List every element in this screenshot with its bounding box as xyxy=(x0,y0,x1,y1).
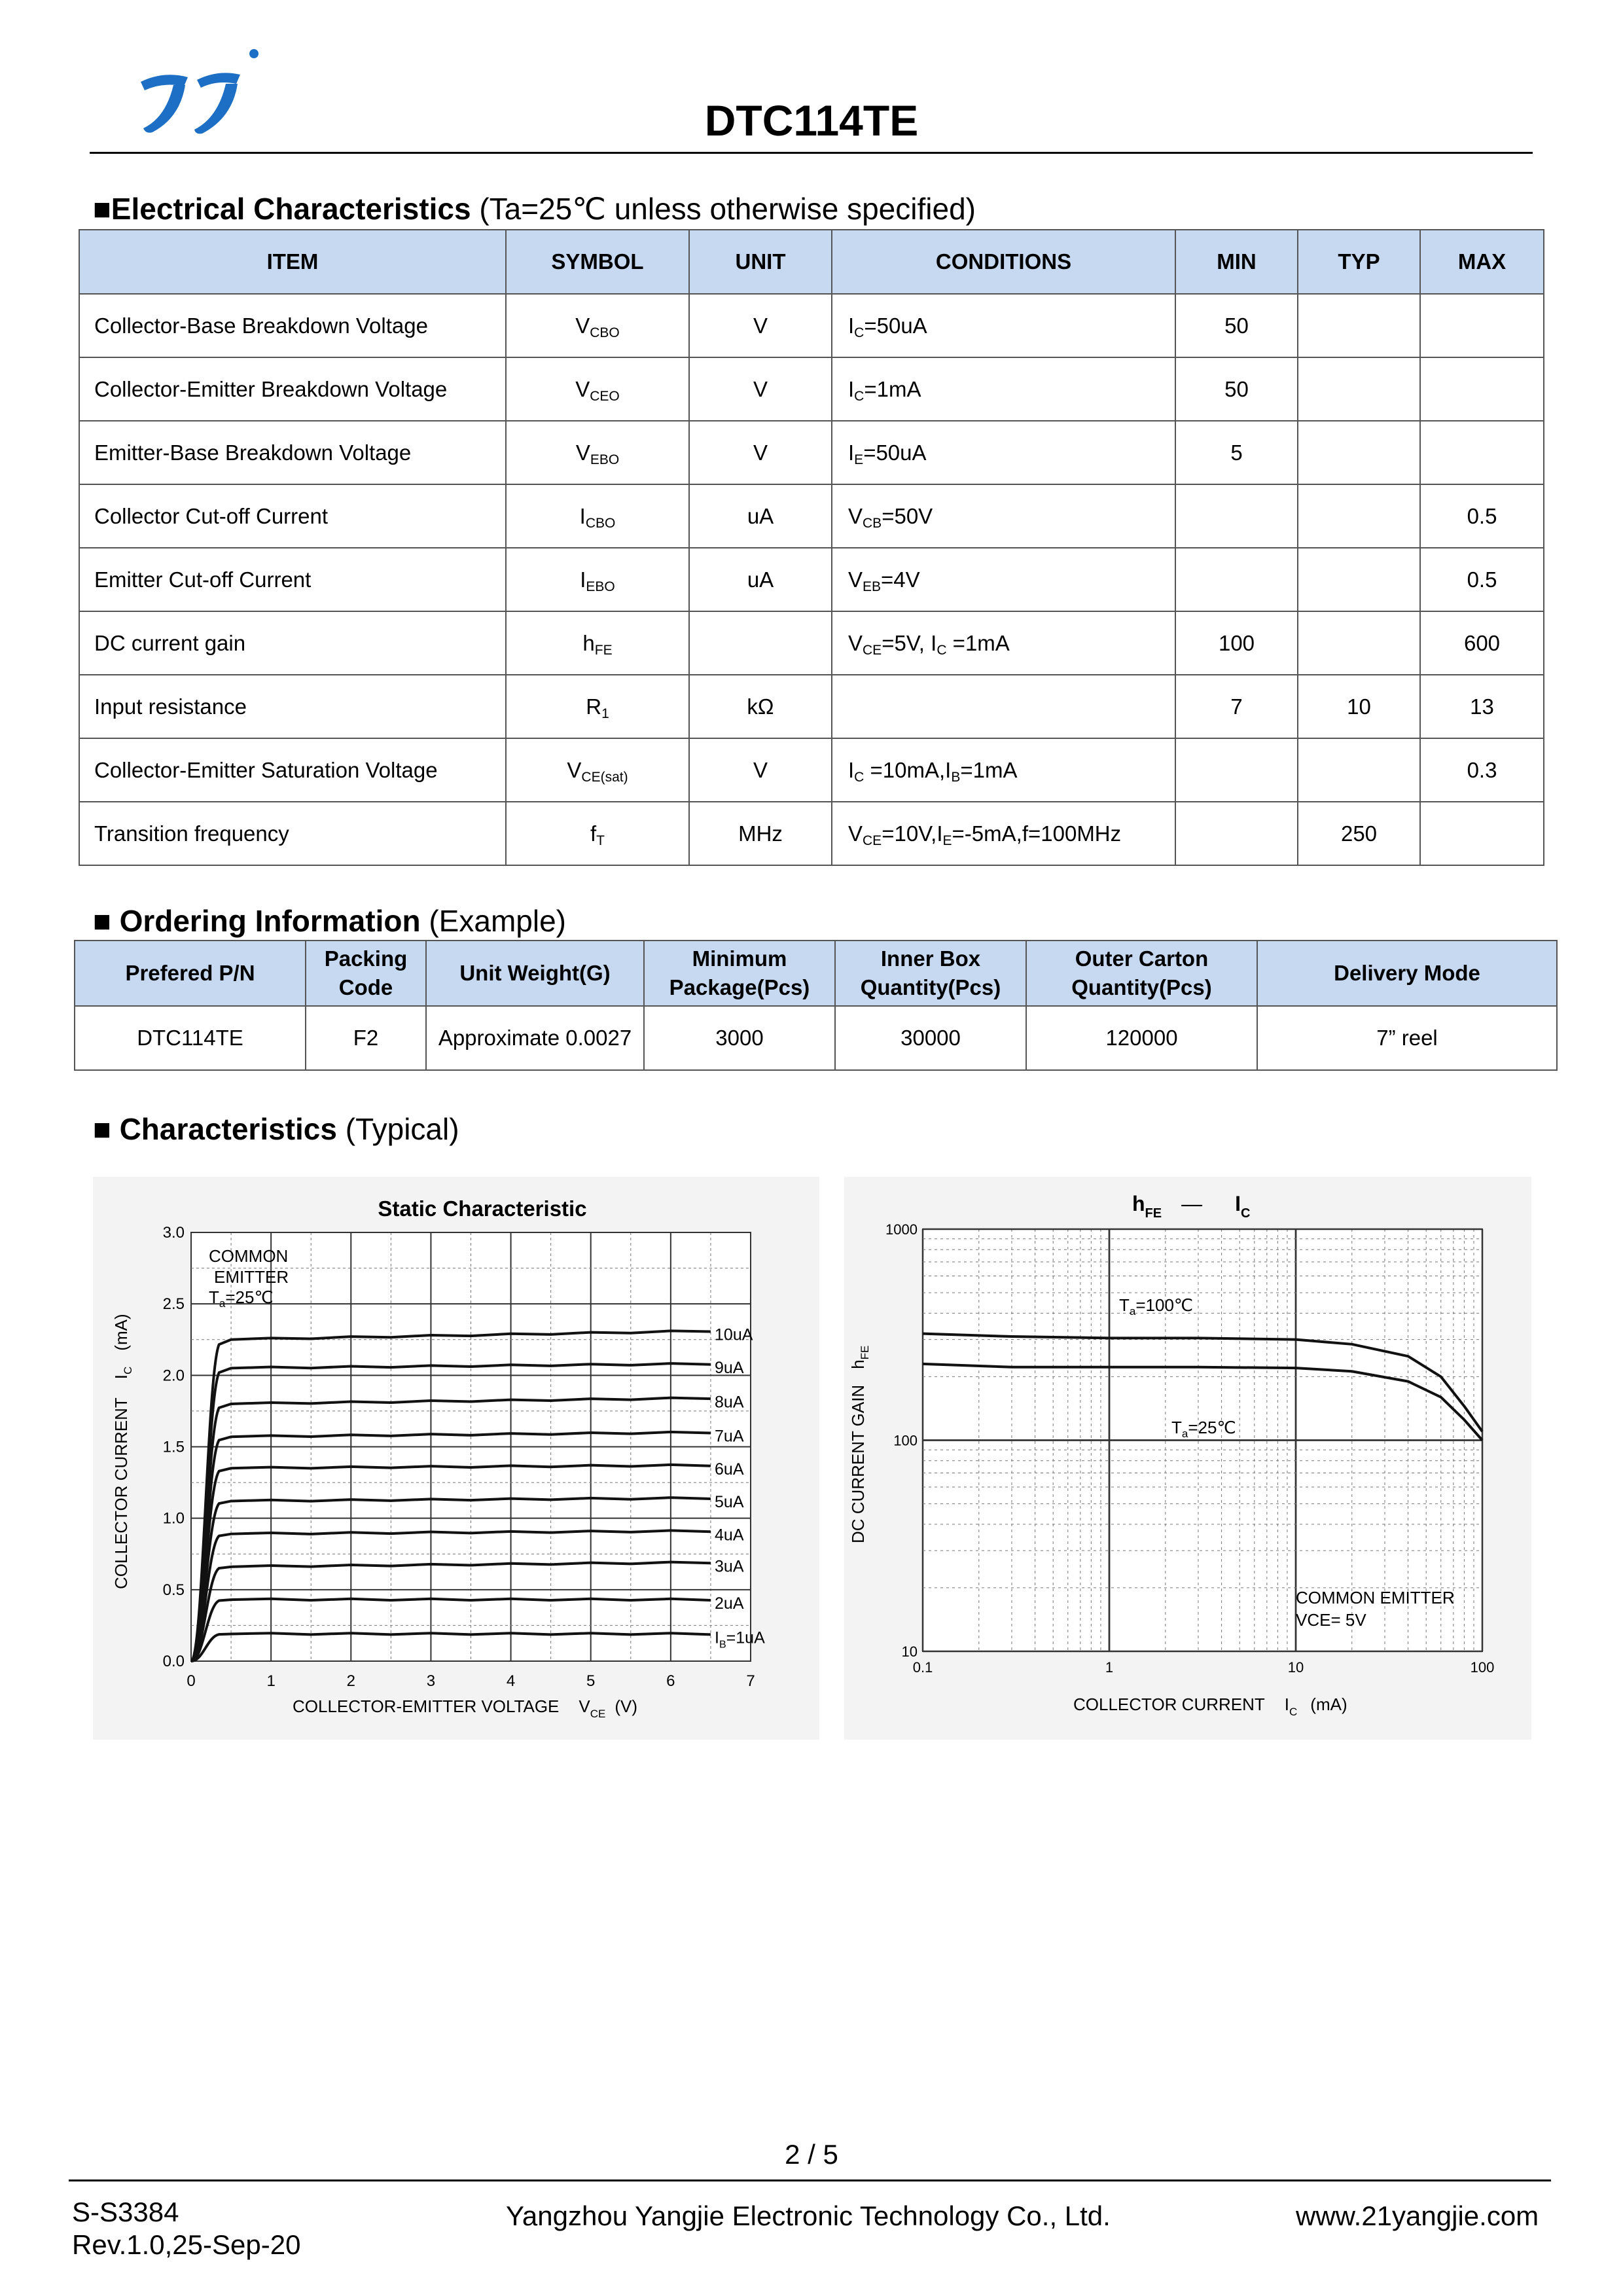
cell-typ xyxy=(1298,484,1420,548)
y-tick-label: 0.5 xyxy=(162,1581,185,1599)
x-tick-label: 1 xyxy=(266,1672,276,1690)
col-header-unit: UNIT xyxy=(689,230,832,294)
cell-outer-carton: 120000 xyxy=(1026,1006,1257,1070)
cell-item: Transition frequency xyxy=(79,802,506,865)
col-header-min: MIN xyxy=(1175,230,1298,294)
cell-min: 50 xyxy=(1175,294,1298,357)
y-tick-label: 1.0 xyxy=(162,1509,185,1528)
table-row xyxy=(79,675,1544,738)
cell-unit: kΩ xyxy=(689,675,832,738)
series-label-9uA: 9uA xyxy=(715,1358,744,1377)
cell-typ xyxy=(1298,738,1420,802)
cell-typ: 250 xyxy=(1298,802,1420,865)
footer-doc-id: S-S3384 xyxy=(72,2197,179,2227)
cell-min xyxy=(1175,802,1298,865)
static-characteristic-chart xyxy=(93,1177,819,1740)
col-header-symbol: SYMBOL xyxy=(506,230,689,294)
cell-max xyxy=(1420,421,1544,484)
table-row xyxy=(79,548,1544,611)
electrical-characteristics-heading xyxy=(93,191,976,226)
cell-conditions: $I_C =10mA,I_B=1mA$ xyxy=(832,738,1175,802)
cell-conditions: $I_C=50uA$ xyxy=(832,294,1175,357)
cell-max xyxy=(1420,357,1544,421)
footer-rule xyxy=(69,2179,1551,2181)
cell-unit: MHz xyxy=(689,802,832,865)
x-tick-label: 3 xyxy=(426,1672,436,1690)
series-label-ta100: $T_a=100℃$ xyxy=(1119,1295,1194,1318)
x-tick-label: 2 xyxy=(346,1672,355,1690)
cell-item: Collector-Emitter Breakdown Voltage xyxy=(79,357,506,421)
cell-symbol: $f_T$ xyxy=(506,802,689,865)
electrical-characteristics-table xyxy=(79,229,1544,866)
cell-item: Emitter Cut-off Current xyxy=(79,548,506,611)
cell-inner-box: 30000 xyxy=(835,1006,1026,1070)
cell-symbol: $V_{CE(sat)}$ xyxy=(506,738,689,802)
series-label-6uA: 6uA xyxy=(715,1460,744,1479)
annotation-vce: VCE= 5V xyxy=(1296,1610,1366,1630)
cell-conditions: $V_{CE}=5V$, $I_C =1mA$ xyxy=(832,611,1175,675)
characteristics-heading-rest: (Typical) xyxy=(336,1112,459,1146)
page-number: 2 / 5 xyxy=(785,2139,838,2170)
col-header-packing-code: Packing Code xyxy=(306,941,426,1006)
series-label-10uA: 10uA xyxy=(715,1325,753,1344)
cell-unit-weight: Approximate 0.0027 xyxy=(426,1006,644,1070)
characteristics-heading-bold: ■ Characteristics xyxy=(93,1112,337,1146)
col-header-prefered-pn: Prefered P/N xyxy=(75,941,306,1006)
col-header-minimum-package: Minimum Package(Pcs) xyxy=(644,941,835,1006)
cell-minimum-package: 3000 xyxy=(644,1006,835,1070)
cell-unit xyxy=(689,611,832,675)
table-row xyxy=(79,357,1544,421)
y-tick-label: 10 xyxy=(901,1643,918,1660)
ordering-heading-rest: (Example) xyxy=(420,904,566,938)
header-rule xyxy=(90,152,1533,154)
y-axis-label: COLLECTOR $CURRENTI_C(mA)$ xyxy=(111,1314,134,1589)
cell-typ xyxy=(1298,357,1420,421)
cell-item: Emitter-Base Breakdown Voltage xyxy=(79,421,506,484)
cell-conditions: $I_C=1mA$ xyxy=(832,357,1175,421)
cell-symbol: $I_{EBO}$ xyxy=(506,548,689,611)
table-row xyxy=(79,611,1544,675)
footer-company: Yangzhou Yangjie Electronic Technology Co., Ltd. xyxy=(506,2200,1111,2231)
cell-symbol: $R_1$ xyxy=(506,675,689,738)
table-row xyxy=(79,484,1544,548)
cell-item: Collector-Base Breakdown Voltage xyxy=(79,294,506,357)
cell-max: 13 xyxy=(1420,675,1544,738)
ordering-heading-bold: ■ Ordering Information xyxy=(93,904,421,938)
x-tick-label: 5 xyxy=(586,1672,596,1690)
cell-symbol: $h_{FE}$ xyxy=(506,611,689,675)
x-axis-label: COLLECTOR CURRENT $I_C$ (mA) xyxy=(1073,1695,1347,1718)
electrical-heading-rest: (Ta=25℃ unless otherwise specified) xyxy=(471,192,976,226)
x-tick-label: 0.1 xyxy=(912,1659,933,1676)
cell-max xyxy=(1420,294,1544,357)
cell-min xyxy=(1175,738,1298,802)
cell-conditions: $V_{EB}=4V$ xyxy=(832,548,1175,611)
series-label-3uA: 3uA xyxy=(715,1557,744,1576)
cell-unit: uA xyxy=(689,484,832,548)
cell-min: 5 xyxy=(1175,421,1298,484)
x-tick-label: 7 xyxy=(746,1672,755,1690)
table-row xyxy=(75,1006,1557,1070)
annotation-emitter: EMITTER xyxy=(214,1267,289,1287)
cell-delivery-mode: 7” reel xyxy=(1257,1006,1557,1070)
ordering-information-table xyxy=(74,940,1558,1071)
y-tick-label: 100 xyxy=(893,1432,918,1449)
document-title: DTC114TE xyxy=(704,96,919,145)
annotation-common: COMMON xyxy=(209,1246,289,1266)
cell-symbol: $I_{CBO}$ xyxy=(506,484,689,548)
col-header-typ: TYP xyxy=(1298,230,1420,294)
chart-title: Static Characteristic xyxy=(378,1196,587,1221)
cell-max xyxy=(1420,802,1544,865)
table-row xyxy=(79,294,1544,357)
hfe-vs-ic-chart xyxy=(844,1177,1531,1740)
ordering-information-heading xyxy=(93,903,566,939)
y-tick-label: 0.0 xyxy=(162,1653,185,1670)
col-header-outer-carton: Outer Carton Quantity(Pcs) xyxy=(1026,941,1257,1006)
x-tick-label: 4 xyxy=(506,1672,516,1690)
cell-item: Collector-Emitter Saturation Voltage xyxy=(79,738,506,802)
table-header-row xyxy=(75,941,1557,1006)
x-tick-label: 6 xyxy=(666,1672,675,1690)
cell-item: Collector Cut-off Current xyxy=(79,484,506,548)
characteristics-heading xyxy=(93,1111,459,1147)
cell-typ xyxy=(1298,611,1420,675)
cell-unit: V xyxy=(689,738,832,802)
cell-min: 100 xyxy=(1175,611,1298,675)
y-tick-label: 1.5 xyxy=(162,1438,185,1456)
chart-grid xyxy=(191,1232,751,1661)
chart-title: $h_{FE}$ — $I_C$ xyxy=(1132,1192,1251,1221)
cell-conditions: $I_E=50uA$ xyxy=(832,421,1175,484)
x-tick-label: 0 xyxy=(187,1672,196,1690)
cell-conditions: $V_{CB}=50V$ xyxy=(832,484,1175,548)
series-label-5uA: 5uA xyxy=(715,1493,744,1512)
cell-typ xyxy=(1298,294,1420,357)
cell-packing-code: F2 xyxy=(306,1006,426,1070)
cell-unit: V xyxy=(689,421,832,484)
cell-item: Input resistance xyxy=(79,675,506,738)
cell-conditions xyxy=(832,675,1175,738)
cell-typ: 10 xyxy=(1298,675,1420,738)
cell-max: 0.3 xyxy=(1420,738,1544,802)
y-axis-label: DC CURRENT GAINh$_{FE}$ xyxy=(848,1345,871,1543)
cell-pn: DTC114TE xyxy=(75,1006,306,1070)
electrical-heading-bold: ■Electrical Characteristics xyxy=(93,192,471,226)
table-header-row xyxy=(79,230,1544,294)
col-header-unit-weight: Unit Weight(G) xyxy=(426,941,644,1006)
annotation-temperature: $T_a=25℃$ xyxy=(209,1287,274,1310)
cell-typ xyxy=(1298,421,1420,484)
cell-symbol: $V_{CBO}$ xyxy=(506,294,689,357)
x-tick-label: 10 xyxy=(1287,1659,1304,1676)
col-header-item: ITEM xyxy=(79,230,506,294)
cell-min: 50 xyxy=(1175,357,1298,421)
series-label-7uA: 7uA xyxy=(715,1427,744,1446)
series-label-2uA: 2uA xyxy=(715,1594,744,1613)
cell-symbol: $V_{EBO}$ xyxy=(506,421,689,484)
cell-unit: V xyxy=(689,294,832,357)
cell-item: DC current gain xyxy=(79,611,506,675)
cell-min: 7 xyxy=(1175,675,1298,738)
col-header-inner-box: Inner Box Quantity(Pcs) xyxy=(835,941,1026,1006)
cell-min xyxy=(1175,484,1298,548)
x-tick-label: 1 xyxy=(1105,1659,1114,1676)
series-label-8uA: 8uA xyxy=(715,1393,744,1412)
series-label-1uA: $I_B=1uA$ xyxy=(715,1628,765,1651)
col-header-delivery-mode: Delivery Mode xyxy=(1257,941,1557,1006)
series-label-4uA: 4uA xyxy=(715,1526,744,1545)
x-tick-label: 100 xyxy=(1470,1659,1495,1676)
table-row xyxy=(79,421,1544,484)
annotation-common-emitter: COMMON EMITTER xyxy=(1296,1588,1455,1607)
footer-website: www.21yangjie.com xyxy=(1296,2200,1539,2231)
cell-unit: uA xyxy=(689,548,832,611)
y-tick-label: 2.0 xyxy=(162,1367,185,1385)
footer-revision: Rev.1.0,25-Sep-20 xyxy=(72,2229,301,2260)
cell-max: 600 xyxy=(1420,611,1544,675)
x-axis-label: COLLECTOR-EMITTER VOLTAGE $V_{CE}$ (V) xyxy=(293,1696,638,1720)
col-header-conditions: CONDITIONS xyxy=(832,230,1175,294)
y-tick-label: 1000 xyxy=(885,1221,918,1238)
y-tick-label: 3.0 xyxy=(162,1224,185,1242)
col-header-max: MAX xyxy=(1420,230,1544,294)
cell-max: 0.5 xyxy=(1420,548,1544,611)
table-row xyxy=(79,738,1544,802)
cell-min xyxy=(1175,548,1298,611)
cell-typ xyxy=(1298,548,1420,611)
table-row xyxy=(79,802,1544,865)
cell-symbol: $V_{CEO}$ xyxy=(506,357,689,421)
cell-max: 0.5 xyxy=(1420,484,1544,548)
series-label-ta25: $T_a=25℃$ xyxy=(1171,1418,1236,1440)
cell-conditions: $V_{CE}=10V,I_E=-5mA,f=100MHz$ xyxy=(832,802,1175,865)
y-tick-label: 2.5 xyxy=(162,1295,185,1314)
cell-unit: V xyxy=(689,357,832,421)
